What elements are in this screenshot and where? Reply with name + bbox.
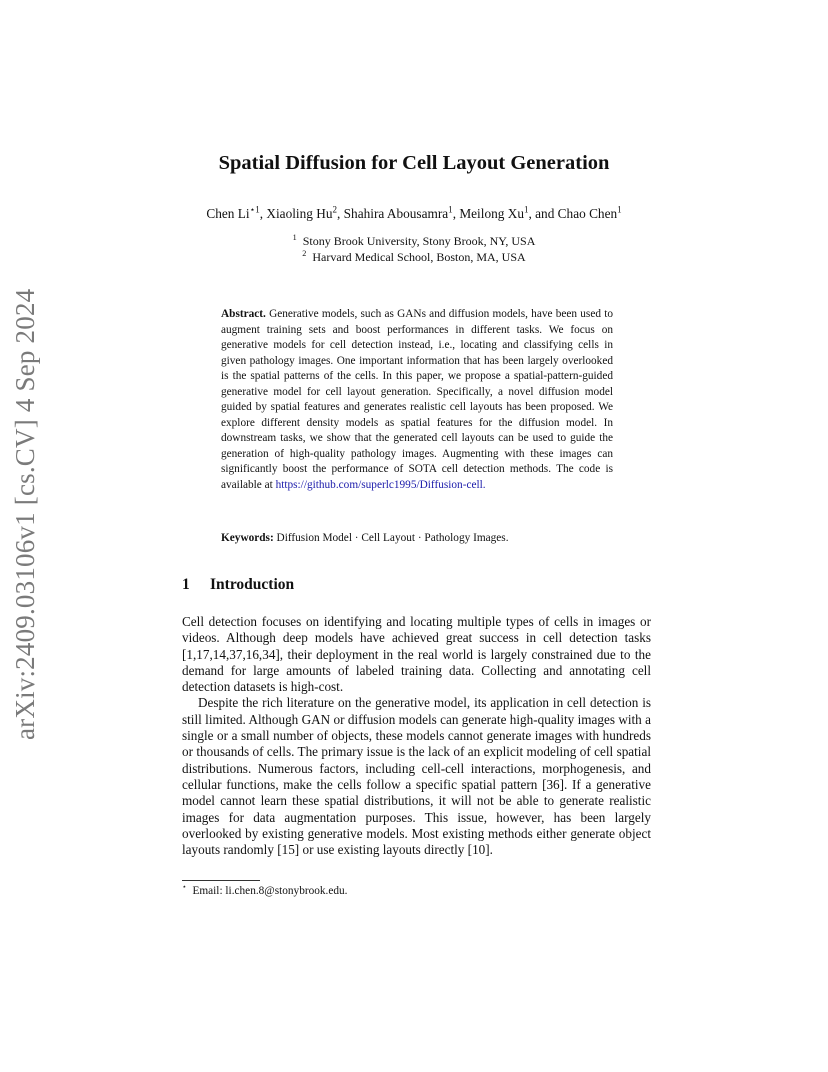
author-text: , and Chao Chen bbox=[528, 206, 618, 221]
paragraph: Cell detection focuses on identifying and locating multiple types of cells in images or videos. Although deep models have achieved great success in cell detection tasks [1,17,14,37,16,34], their deployment in the real world is largely constrained due to the demand for large amounts of labeled training data. Collecting and annotating cell detection datasets is high-cost. bbox=[182, 614, 651, 695]
author-text: , Meilong Xu bbox=[452, 206, 524, 221]
abstract bbox=[221, 307, 613, 493]
footnote bbox=[182, 882, 348, 897]
keywords bbox=[221, 532, 613, 544]
code-link[interactable]: https://github.com/superlc1995/Diffusion-cell. bbox=[275, 478, 486, 491]
footnote-text: Email: li.chen.8@stonybrook.edu. bbox=[192, 885, 348, 897]
section-heading bbox=[182, 576, 294, 594]
affiliation-1 bbox=[0, 234, 828, 249]
arxiv-side-banner: arXiv:2409.03106v1 [cs.CV] 4 Sep 2024 bbox=[10, 288, 40, 740]
section-number: 1 bbox=[182, 576, 190, 593]
introduction-body bbox=[182, 614, 651, 858]
affiliation-mark: 2 bbox=[302, 249, 307, 258]
author-list bbox=[0, 206, 828, 222]
abstract-text: Generative models, such as GANs and diffusion models, have been used to augment training sets and boost performances in different tasks. We focus on generative models for cell detection instead, i.e., locating and classifying cells in given pathology images. One important information that has been largely overlooked is the spatial patterns of the cells. In this paper, we propose a spatial-pattern-guided generative model for cell layout generation. Specifically, a novel diffusion model guided by spatial features and generates realistic cell layouts has been proposed. We explore different density models as spatial features for the diffusion model. In downstream tasks, we show that the generated cell layouts can be used to guide the generation of high-quality pathology images. Augmenting with these images can significantly boost the performance of SOTA cell detection methods. The code is available at bbox=[221, 308, 613, 491]
author-affil-mark: 2 bbox=[332, 204, 338, 215]
author-affil-mark: 1 bbox=[523, 204, 529, 215]
affiliation-2 bbox=[0, 250, 828, 265]
section-title: Introduction bbox=[210, 576, 295, 593]
paragraph: Despite the rich literature on the generative model, its application in cell detection is still limited. Although GAN or diffusion models can generate high-quality images with a single or a small number of objects, these models cannot generate images with hundreds or thousands of cells. The primary issue is the lack of an explicit modeling of cell spatial distributions. Numerous factors, including cell-cell interactions, morphogenesis, and cellular functions, make the cells follow a specific spatial pattern [36]. If a generative model cannot learn these spatial distributions, it will not be able to generate realistic images for data augmentation purposes. This issue, however, has been largely overlooked by existing generative models. Most existing methods either generate object layouts randomly [15] or use existing layouts directly [10]. bbox=[182, 695, 651, 858]
footnote-rule bbox=[182, 880, 260, 881]
abstract-label: Abstract. bbox=[221, 308, 266, 320]
author-affil-mark: ⋆1 bbox=[249, 204, 260, 215]
author-affil-mark: 1 bbox=[617, 204, 622, 215]
affiliation-mark: 1 bbox=[292, 233, 297, 242]
keywords-text: Diffusion Model · Cell Layout · Pathology Images. bbox=[276, 532, 509, 544]
footnote-mark: ⋆ bbox=[182, 882, 187, 892]
author-affil-mark: 1 bbox=[448, 204, 453, 215]
affiliation-text: Stony Brook University, Stony Brook, NY, USA bbox=[302, 234, 536, 248]
author-text: , Shahira Abousamra bbox=[337, 206, 449, 221]
author-text: Chen Li bbox=[206, 206, 250, 221]
affiliation-text: Harvard Medical School, Boston, MA, USA bbox=[312, 250, 526, 264]
author-text: , Xiaoling Hu bbox=[259, 206, 333, 221]
keywords-label: Keywords: bbox=[221, 532, 274, 544]
paper-title: Spatial Diffusion for Cell Layout Generation bbox=[218, 152, 610, 174]
